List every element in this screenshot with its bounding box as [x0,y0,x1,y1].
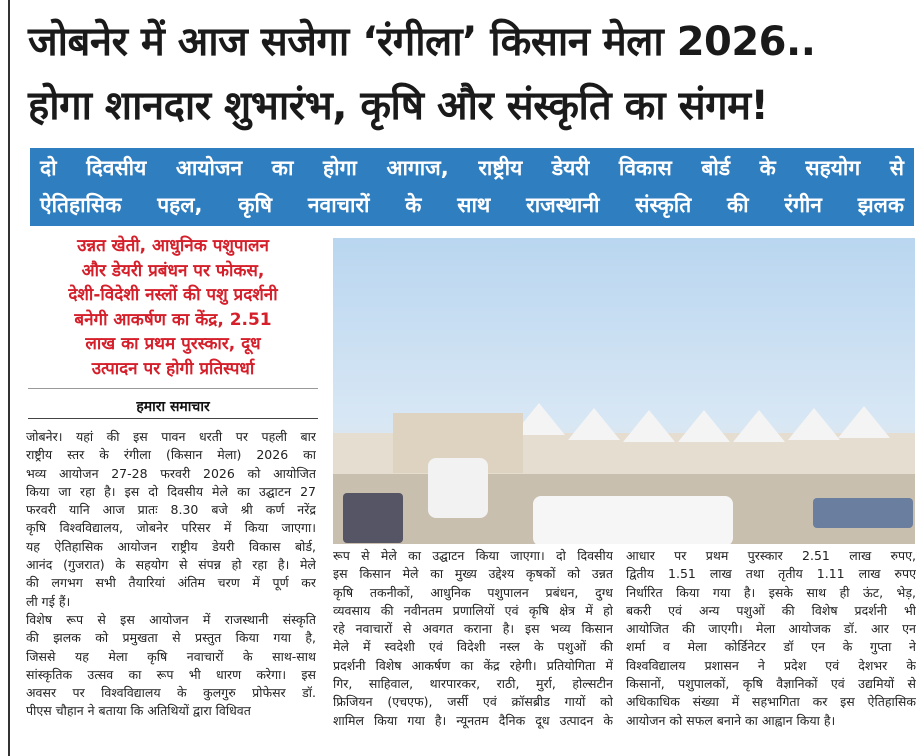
text-line: व्यवसाय की नवीनतम प्रणालियों एवं कृषि क्षेत्र में हो [333,602,613,618]
column-rule [8,0,10,756]
text-line: रहे नवाचारों से अवगत कराना है। इस भव्य किसान [333,621,613,637]
text-line: कृषि तकनीकों, आधुनिक पशुपालन प्रबंधन, दुग्ध [333,584,613,600]
text-line: आधार पर प्रथम पुरस्कार 2.51 लाख रुपए, [626,548,916,563]
text-line: मेले में स्वदेशी एवं विदेशी नस्ल के पशुओं की [333,639,613,655]
text-line: रूप से मेले का उद्घाटन किया जाएगा। दो दिवसीय [333,548,613,563]
divider [28,418,318,419]
article-column-2 [333,547,613,730]
band-line-2: ऐतिहासिक पहल, कृषि नवाचारों के साथ राजस्थानी संस्कृति की रंगीन झलक [40,193,904,217]
text-line: इस किसान मेले का मुख्य उद्देश्य कृषकों को उन्नत [333,566,613,582]
text-line: विशेष रूप से इस आयोजन में राजस्थानी संस्कृति [26,611,316,627]
subhead-line: देशी-विदेशी नस्लों की पशु प्रदर्शनी [68,285,278,305]
headline-line-2: होगा शानदार शुभारंभ, कृषि और संस्कृति का संगम! [28,83,769,129]
text-line: शर्मा व मेला कोर्डिनेटर डॉ एन के गुप्ता ने [626,639,916,655]
text-line: जिससे यह मेला कृषि नवाचारों के साथ-साथ [26,648,316,664]
text-line: फरवरी यानि आज प्रातः 8.30 बजे श्री कर्ण नरेंद्र [26,502,316,518]
article-column-3 [626,547,916,730]
subhead-line: बनेगी आकर्षण का केंद्र, 2.51 [74,309,272,330]
subhead-line: उन्नत खेती, आधुनिक पशुपालन [77,236,269,256]
text-line: विश्वविद्यालय प्रशासन ने प्रदेश एवं देशभर के [626,657,916,673]
headline-line-1: जोबनेर में आज सजेगा ‘रंगीला’ किसान मेला 2026.. [28,19,816,65]
text-line: फ्रिजियन (एचएफ), जर्सी एवं क्रॉसब्रीड गायों को [333,694,613,710]
text-line: राष्ट्रीय स्तर के रंगीला (किसान मेला) 2026 का [26,447,316,463]
article-column-1 [26,428,316,721]
text-line: की झलक को प्रमुखता से प्रस्तुत किया गया है, [26,630,316,646]
text-line: पीएस चौहान ने बताया कि अतिथियों द्वारा विधिवत [26,703,251,719]
text-line: द्वितीय 1.51 लाख तथा तृतीय 1.11 लाख रुपए [626,566,916,582]
text-line: भव्य आयोजन 27-28 फरवरी 2026 को आयोजित [26,465,316,481]
byline: हमारा समाचार [136,399,210,415]
subhead-line: और डेयरी प्रबंधन पर फोकस, [81,260,265,281]
text-line: जोबनेर। यहां की इस पावन धरती पर पहली बार [26,429,316,444]
text-line: कृषि विश्वविद्यालय, जोबनेर परिसर में किया जाएगा। [26,520,316,536]
divider [28,388,318,389]
text-line: अधिकाधिक संख्या में सहभागिता कर इस ऐतिहासिक [626,694,916,710]
text-line: किसानों, पशुपालकों, कृषि वैज्ञानिकों एवं उद्यमियों से [626,676,916,692]
text-line: किया जा रहा है। इस दो दिवसीय मेले का उद्घाटन 27 [26,483,316,499]
text-line: आयोजन को सफल बनाने का आह्वान किया है। [626,712,836,728]
text-line: निर्धारित किया गया है। इसके साथ ही ऊंट, भेड़, [626,584,916,600]
text-line: शामिल किया गया है। न्यूनतम दैनिक दूध उत्पादन के [333,712,613,728]
subhead-line: लाख का प्रथम पुरस्कार, दूध [85,334,261,354]
subheadline-band [30,148,914,226]
text-line: ली गई हैं। [26,593,71,609]
text-line: बकरी एवं अन्य पशुओं की विशेष प्रदर्शनी भी [626,602,916,618]
red-subhead [28,234,318,381]
subhead-line: उत्पादन पर होगी प्रतिस्पर्धा [91,358,255,379]
band-line-1: दो दिवसीय आयोजन का होगा आगाज, राष्ट्रीय डेयरी विकास बोर्ड के सहयोग से [40,156,904,180]
text-line: की लगभग सभी तैयारियां अंतिम चरण में पूर्ण कर [26,575,316,591]
text-line: अवसर पर विश्वविद्यालय के कुलगुरु प्रोफेसर डॉ. [26,685,316,701]
text-line: आनंद (गुजरात) के सहयोग से संपन्न हो रहा है। मेले [26,557,316,573]
fair-photo [333,238,915,544]
text-line: प्रदर्शनी विशेष आकर्षण का केंद्र रहेगी। प्रतियोगिता में [333,657,613,673]
text-line: यह ऐतिहासिक आयोजन राष्ट्रीय डेयरी विकास बोर्ड, [26,538,316,554]
text-line: सांस्कृतिक उत्सव का रूप भी धारण करेगा। इस [26,666,316,682]
text-line: आयोजित की जाएगी। मेला आयोजक डॉ. आर एन [626,621,916,637]
text-line: गिर, साहिवाल, थारपारकर, राठी, मुर्रा, होल्सटीन [333,676,613,692]
